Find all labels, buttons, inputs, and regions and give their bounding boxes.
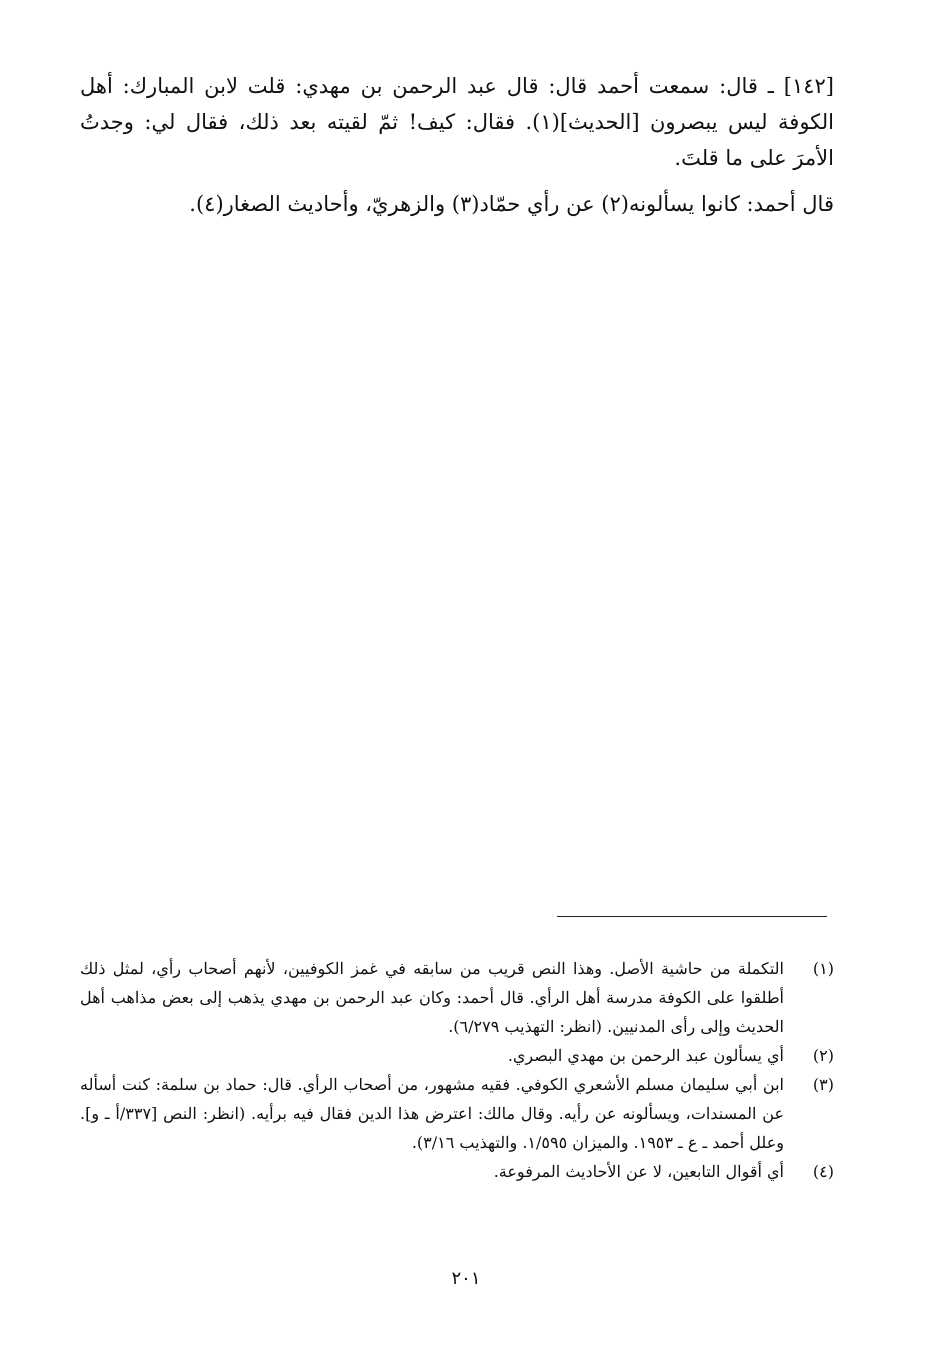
footnote-marker: (١) bbox=[812, 959, 834, 978]
page-number: ٢٠١ bbox=[451, 1268, 481, 1289]
footnote-separator bbox=[557, 916, 827, 917]
footnote-4 bbox=[80, 1157, 834, 1186]
footnote-marker: (٣) bbox=[812, 1075, 834, 1094]
footnote-2 bbox=[80, 1041, 834, 1070]
footnote-text: أي يسألون عبد الرحمن بن مهدي البصري. bbox=[507, 1046, 784, 1065]
footnote-text: التكملة من حاشية الأصل. وهذا النص قريب من سابقه في غمز الكوفيين، لأنهم أصحاب رأي، لمثل ذلك أطلقوا على الكوفة مدرسة أهل الرأي. قال أحمد: وكان عبد الرحمن بن مهدي يذهب إلى بعض مذاهب أهل الحديث وإلى رأى المدنيين. (انظر: التهذيب ٦/٢٧٩). bbox=[80, 959, 784, 1036]
footnote-text: ابن أبي سليمان مسلم الأشعري الكوفي. فقيه مشهور، من أصحاب الرأي. قال: حماد بن سلمة: كنت أسأله عن المسندات، ويسألونه عن رأيه. وقال مالك: اعترض هذا الدين فقال فيه برأيه. (انظر: النص [٣٣٧/أ ـ و]. وعلل أحمد ـ ع ـ ١٩٥٣. والميزان ١/٥٩٥. والتهذيب ٣/١٦). bbox=[80, 1075, 784, 1152]
footnote-3 bbox=[80, 1070, 834, 1157]
footnote-text: أي أقوال التابعين، لا عن الأحاديث المرفوعة. bbox=[493, 1162, 784, 1181]
paragraph-142: [١٤٢] ـ قال: سمعت أحمد قال: قال عبد الرحمن بن مهدي: قلت لابن المبارك: أهل الكوفة ليس يبصرون [الحديث](١). فقال: كيف! ثمّ لقيته بعد ذلك، فقال لي: وجدتُ الأمرَ على ما قلتَ. bbox=[80, 74, 834, 170]
footnote-marker: (٤) bbox=[812, 1162, 834, 1181]
main-text bbox=[80, 68, 834, 222]
paragraph-ahmad: قال أحمد: كانوا يسألونه(٢) عن رأي حمّاد(٣) والزهريّ، وأحاديث الصغار(٤). bbox=[189, 192, 834, 216]
footnote-marker: (٢) bbox=[812, 1046, 834, 1065]
footnote-1 bbox=[80, 954, 834, 1041]
footnotes bbox=[80, 954, 834, 1186]
